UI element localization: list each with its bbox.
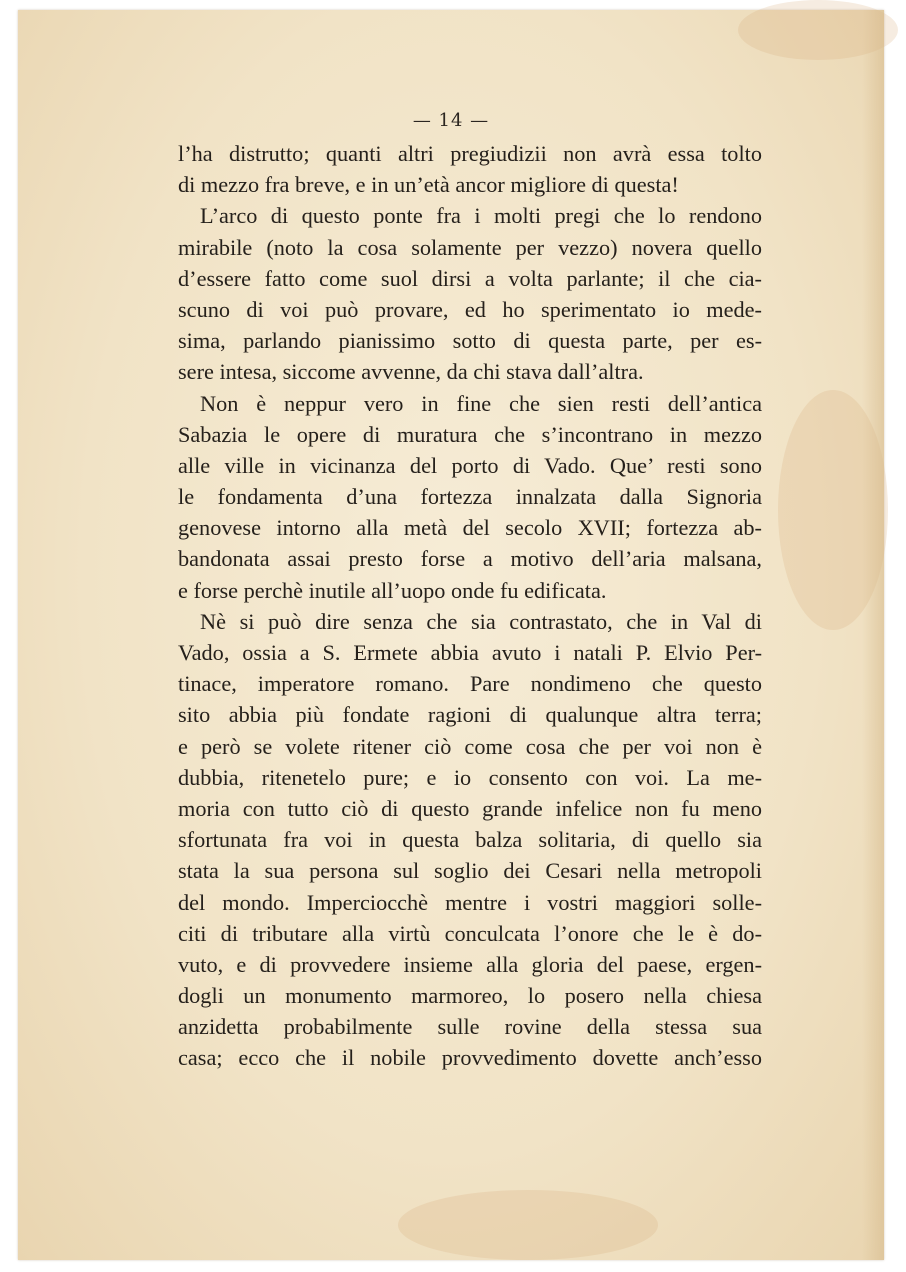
paper-stain xyxy=(398,1190,658,1260)
page-edge xyxy=(862,10,884,1260)
text-line: d’essere fatto come suol dirsi a volta parlante; il che cia- xyxy=(178,265,762,291)
text-line: stata la sua persona sul soglio dei Cesari nella metropoli xyxy=(178,858,762,884)
text-line: dogli un monumento marmoreo, lo posero nella chiesa xyxy=(178,983,762,1009)
book-page xyxy=(18,10,884,1260)
text-line: Vado, ossia a S. Ermete abbia avuto i natali P. Elvio Per- xyxy=(178,640,762,665)
text-line: sfortunata fra voi in questa balza solitaria, di quello sia xyxy=(178,827,762,853)
text-line: citi di tributare alla virtù conculcata l’onore che le è do- xyxy=(178,920,762,946)
text-line: e però se volete ritener ciò come cosa che per voi non è xyxy=(178,733,762,759)
text-line: anzidetta probabilmente sulle rovine della stessa sua xyxy=(178,1014,762,1040)
text-line: vuto, e di provvedere insieme alla gloria del paese, ergen- xyxy=(178,951,762,977)
page-number: — 14 — xyxy=(412,110,490,131)
text-line: Nè si può dire senza che sia contrastato, che in Val di xyxy=(200,608,762,634)
text-line: Sabazia le opere di muratura che s’incontrano in mezzo xyxy=(178,421,762,447)
text-line: mirabile (noto la cosa solamente per vezzo) novera quello xyxy=(178,234,762,260)
text-line: scuno di voi può provare, ed ho sperimentato io mede- xyxy=(178,296,762,322)
text-line: e forse perchè inutile all’uopo onde fu edificata. xyxy=(178,577,607,603)
text-line: bandonata assai presto forse a motivo dell’aria malsana, xyxy=(178,546,762,572)
text-line: alle ville in vicinanza del porto di Vado. Que’ resti sono xyxy=(178,452,762,478)
text-line: le fondamenta d’una fortezza innalzata dalla Signoria xyxy=(178,484,762,510)
text-line: sito abbia più fondate ragioni di qualunque altra terra; xyxy=(178,702,762,728)
text-line: genovese intorno alla metà del secolo XVII; fortezza ab- xyxy=(178,515,762,541)
text-line: l’ha distrutto; quanti altri pregiudizii non avrà essa tolto xyxy=(178,141,762,166)
text-line: Non è neppur vero in fine che sien resti dell’antica xyxy=(200,390,762,416)
text-line: dubbia, ritenetelo pure; e io consento con voi. La me- xyxy=(178,764,762,790)
text-line: del mondo. Imperciocchè mentre i vostri maggiori solle- xyxy=(178,889,762,915)
text-line: sere intesa, siccome avvenne, da chi stava dall’altra. xyxy=(178,359,644,385)
body-text xyxy=(178,138,762,1074)
text-line: sima, parlando pianissimo sotto di questa parte, per es- xyxy=(178,328,762,354)
text-line: L’arco di questo ponte fra i molti pregi che lo rendono xyxy=(200,203,762,229)
text-line: moria con tutto ciò di questo grande infelice non fu meno xyxy=(178,795,762,821)
text-line: di mezzo fra breve, e in un’età ancor migliore di questa! xyxy=(178,172,679,198)
text-line: tinace, imperatore romano. Pare nondimeno che questo xyxy=(178,671,762,697)
text-line: casa; ecco che il nobile provvedimento dovette anch’esso xyxy=(178,1045,762,1071)
